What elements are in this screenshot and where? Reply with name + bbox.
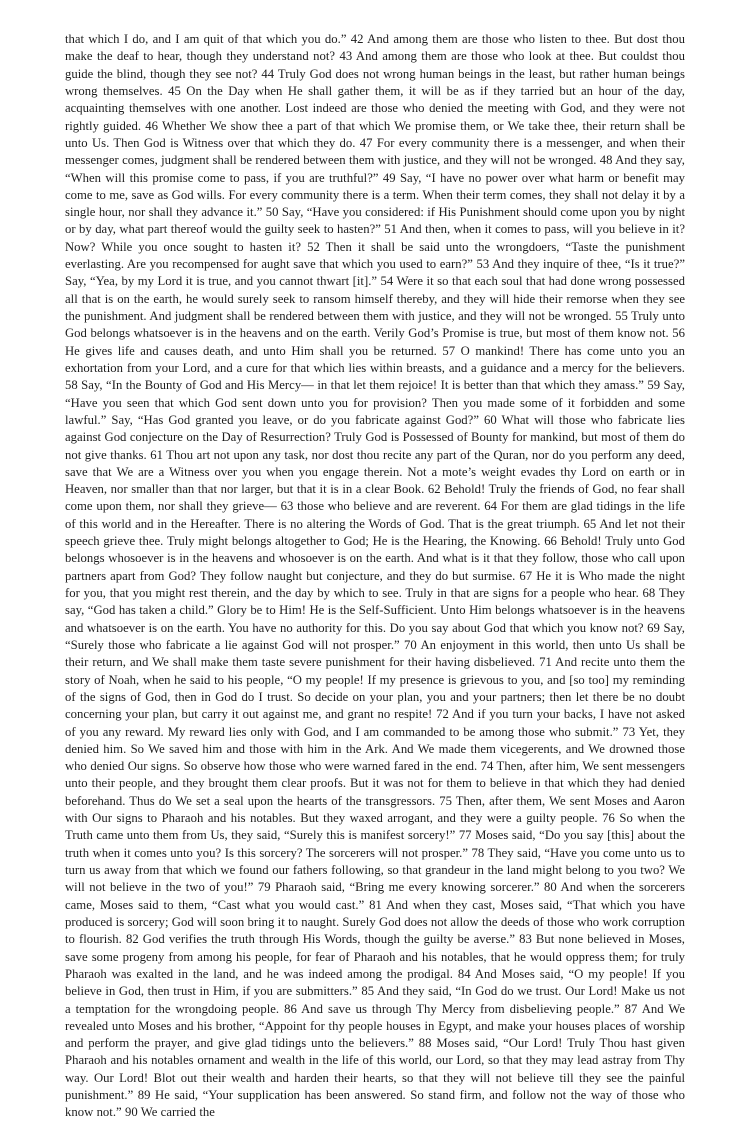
body-paragraph: that which I do, and I am quit of that which you do.” 42 And among them are those who listen to thee. But dost thou make the deaf to hear, though they understand not? 43 And among them are those who look at thee. But couldst thou guide the blind, though they see not? 44 Truly God does not wrong human beings in the least, but rather human beings wrong themselves. 45 On the Day when He shall gather them, it will be as if they tarried but an hour of the day, acquainting themselves with one another. Lost indeed are those who denied the meeting with God, and they were not rightly guided. 46 Whether We show thee a part of that which We promise them, or We take thee, their return shall be unto Us. Then God is Witness over that which they do. 47 For every community there is a messenger, and when their messenger comes, judgment shall be rendered between them with justice, and they will not be wronged. 48 And they say, “When will this promise come to pass, if you are truthful?” 49 Say, “I have no power over what harm or benefit may come to me, save as God wills. For every community there is a term. When their term comes, they shall not delay it by a single hour, nor shall they advance it.” 50 Say, “Have you considered: if His Punishment should come upon you by night or by day, what part thereof would the guilty seek to hasten?” 51 And then, when it comes to pass, will you believe in it? Now? While you once sought to hasten it? 52 Then it shall be said unto the wrongdoers, “Taste the punishment everlasting. Are you recompensed for aught save that which you used to earn?” 53 And they inquire of thee, “Is it true?” Say, “Yea, by my Lord it is true, and you cannot thwart [it].” 54 Were it so that each soul that had done wrong possessed all that is on the earth, he would surely seek to ransom himself thereby, and they will hide their remorse when they see the punishment. And judgment shall be rendered between them with justice, and they will not be wronged. 55 Truly unto God belongs whatsoever is in the heavens and on the earth. Verily God’s Promise is true, but most of them know not. 56 He gives life and causes death, and unto Him shall you be returned. 57 O mankind! There has come unto you an exhortation from your Lord, and a cure for that which lies within breasts, and a guidance and a mercy for the believers. 58 Say, “In the Bounty of God and His Mercy— in that let them rejoice! It is better than that which they amass.” 59 Say, “Have you seen that which God sent down unto you for provision? Then you made some of it forbidden and some lawful.” Say, “Has God granted you leave, or do you fabricate against God?” 60 What will those who fabricate lies against God conjecture on the Day of Resurrection? Truly God is Possessed of Bounty for mankind, but most of them do not give thanks. 61 Thou art not upon any task, nor dost thou recite any part of the Quran, nor do you perform any deed, save that We are a Witness over you when you engage therein. Not a mote’s weight evades thy Lord on earth or in Heaven, nor smaller than that nor larger, but that it is in a clear Book. 62 Behold! Truly the friends of God, no fear shall come upon them, nor shall they grieve— 63 those who believe and are reverent. 64 For them are glad tidings in the life of this world and in the Hereafter. There is no altering the Words of God. That is the great triumph. 65 And let not their speech grieve thee. Truly might belongs altogether to God; He is the Hearing, the Knowing. 66 Behold! Truly unto God belongs whosoever is in the heavens and whosoever is on the earth. And what is it that they follow, those who call upon partners apart from God? They follow naught but conjecture, and they do but surmise. 67 He it is Who made the night for you, that you might rest therein, and the day by which to see. Truly in that are signs for a people who hear. 68 They say, “God has taken a child.” Glory be to Him! He is the Self-Sufficient. Unto Him belongs whatsoever is in the heavens and whatsoever is on the earth. You have no authority for this. Do you say about God that which you know not? 69 Say, “Surely those who fabricate a lie against God will not prosper.” 70 An enjoyment in this world, then unto Us shall be their return, and We shall make them taste severe punishment for their having disbelieved. 71 And recite unto them the story of Noah, when he said to his people, “O my people! If my presence is grievous to you, and [so too] my reminding of the signs of God, then in God do I trust. So decide on your plan, you and your partners; then let there be no doubt concerning your plan, but carry it out against me, and grant no respite! 72 And if you turn your backs, I have not asked of you any reward. My reward lies only with God, and I am commanded to be among those who submit.” 73 Yet, they denied him. So We saved him and those with him in the Ark. And We made them vicegerents, and We drowned those who denied Our signs. So observe how those who were warned fared in the end. 74 Then, after him, We sent messengers unto their people, and they brought them clear proofs. But it was not for them to believe in that which they had denied beforehand. Thus do We set a seal upon the hearts of the transgressors. 75 Then, after them, We sent Moses and Aaron with Our signs to Pharaoh and his notables. But they waxed arrogant, and they were a guilty people. 76 So when the Truth came unto them from Us, they said, “Surely this is manifest sorcery!” 77 Moses said, “Do you say [this] about the truth when it comes unto you? Is this sorcery? The sorcerers will not prosper.” 78 They said, “Have you come unto us to turn us away from that which we found our fathers following, so that grandeur in the land might belong to you two? We will not believe in the two of you!” 79 Pharaoh said, “Bring me every knowing sorcerer.” 80 And when the sorcerers came, Moses said to them, “Cast what you would cast.” 81 And when they cast, Moses said, “That which you have produced is sorcery; God will soon bring it to naught. Surely God does not allow the deeds of those who work corruption to flourish. 82 God verifies the truth through His Words, though the guilty be averse.” 83 But none believed in Moses, save some progeny from among his people, for fear of Pharaoh and his notables, that he would oppress them; for truly Pharaoh was exalted in the land, and he was indeed among the prodigal. 84 And Moses said, “O my people! If you believe in God, then trust in Him, if you are submitters.” 85 And they said, “In God do we trust. Our Lord! Make us not a temptation for the wrongdoing people. 86 And save us through Thy Mercy from disbelieving people.” 87 And We revealed unto Moses and his brother, “Appoint for thy people houses in Egypt, and make your houses places of worship and perform the prayer, and give glad tidings unto the believers.” 88 Moses said, “Our Lord! Truly Thou hast given Pharaoh and his notables ornament and wealth in the life of this world, our Lord, so that they may lead astray from Thy way. Our Lord! Blot out their wealth and harden their hearts, so that they will not believe till they see the painful punishment.” 89 He said, “Your supplication has been answered. So stand firm, and follow not the way of those who know not.” 90 We carried the xyxy=(65,32,685,1120)
body-text xyxy=(65,31,685,1122)
